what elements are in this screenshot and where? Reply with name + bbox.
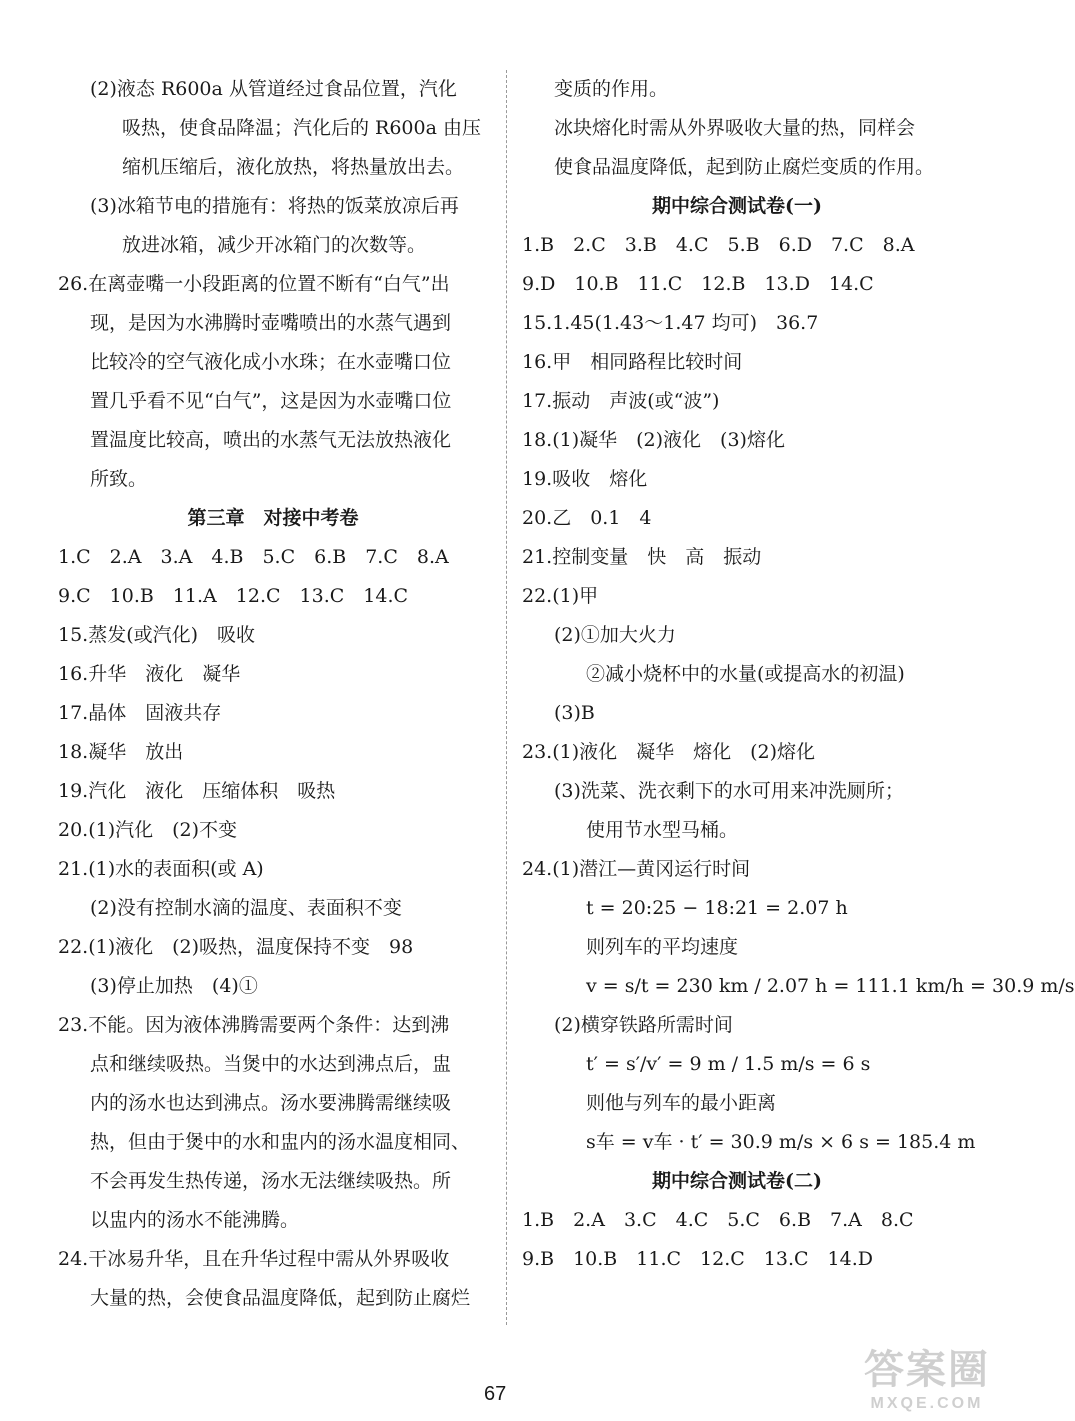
text-line: 现，是因为水沸腾时壶嘴喷出的水蒸气遇到 xyxy=(90,312,452,334)
text-line: v = s/t = 230 km / 2.07 h = 111.1 km/h = 30.9 m/s xyxy=(586,975,1075,997)
text-line: (2)液态 R600a 从管道经过食品位置，汽化 xyxy=(90,78,457,100)
text-line: 22.(1)甲 xyxy=(522,585,599,607)
text-line: 9.B 10.B 11.C 12.C 13.C 14.D xyxy=(522,1248,873,1270)
text-line: 23.不能。因为液体沸腾需要两个条件：达到沸 xyxy=(58,1014,450,1036)
text-line: 所致。 xyxy=(90,468,148,490)
text-line: 24.干冰易升华，且在升华过程中需从外界吸收 xyxy=(58,1248,450,1270)
text-line: 大量的热，会使食品温度降低，起到防止腐烂 xyxy=(90,1287,471,1309)
text-line: 则列车的平均速度 xyxy=(586,936,739,958)
text-line: 18.(1)凝华 (2)液化 (3)熔化 xyxy=(522,429,785,451)
text-line: 使食品温度降低，起到防止腐烂变质的作用。 xyxy=(554,156,935,178)
text-line: ②减小烧杯中的水量(或提高水的初温) xyxy=(586,663,905,685)
text-line: (3)冰箱节电的措施有：将热的饭菜放凉后再 xyxy=(90,195,459,217)
section-heading: 期中综合测试卷(二) xyxy=(652,1170,822,1192)
text-line: (2)①加大火力 xyxy=(554,624,676,646)
text-line: 16.升华 液化 凝华 xyxy=(58,663,241,685)
right-column xyxy=(522,70,1075,1279)
text-line: 吸热，使食品降温；汽化后的 R600a 由压 xyxy=(122,117,481,139)
text-line: 24.(1)潜江—黄冈运行时间 xyxy=(522,858,751,880)
text-line: 16.甲 相同路程比较时间 xyxy=(522,351,743,373)
text-line: 22.(1)液化 (2)吸热，温度保持不变 98 xyxy=(58,936,414,958)
text-line: 1.B 2.A 3.C 4.C 5.C 6.B 7.A 8.C xyxy=(522,1209,914,1231)
text-line: 不会再发生热传递，汤水无法继续吸热。所 xyxy=(90,1170,452,1192)
text-line: 21.(1)水的表面积(或 A) xyxy=(58,858,264,880)
text-line: (2)没有控制水滴的温度、表面积不变 xyxy=(90,897,402,919)
text-line: 使用节水型马桶。 xyxy=(586,819,739,841)
text-line: 冰块熔化时需从外界吸收大量的热，同样会 xyxy=(554,117,916,139)
text-line: 19.吸收 熔化 xyxy=(522,468,648,490)
text-line: 放进冰箱，减少开冰箱门的次数等。 xyxy=(122,234,427,256)
text-line: 缩机压缩后，液化放热，将热量放出去。 xyxy=(122,156,465,178)
text-line: 热，但由于煲中的水和盅内的汤水温度相同、 xyxy=(90,1131,471,1153)
text-line: 变质的作用。 xyxy=(554,78,669,100)
left-column xyxy=(58,70,488,1318)
text-line: 以盅内的汤水不能沸腾。 xyxy=(90,1209,300,1231)
watermark-main: 答案圈 xyxy=(864,1348,990,1392)
text-line: 19.汽化 液化 压缩体积 吸热 xyxy=(58,780,336,802)
text-line: t = 20:25 − 18:21 = 2.07 h xyxy=(586,897,848,919)
text-line: 17.振动 声波(或“波”) xyxy=(522,390,720,412)
section-heading: 期中综合测试卷(一) xyxy=(652,195,822,217)
text-line: 内的汤水也达到沸点。汤水要沸腾需继续吸 xyxy=(90,1092,452,1114)
page-number: 67 xyxy=(484,1383,507,1405)
text-line: 置几乎看不见“白气”，这是因为水壶嘴口位 xyxy=(90,390,452,412)
text-line: (3)洗菜、洗衣剩下的水可用来冲洗厕所； xyxy=(554,780,904,802)
text-line: 9.D 10.B 11.C 12.B 13.D 14.C xyxy=(522,273,874,295)
watermark-sub: MXQE.COM xyxy=(870,1395,984,1412)
text-line: (2)横穿铁路所需时间 xyxy=(554,1014,733,1036)
text-line: (3)停止加热 (4)① xyxy=(90,975,258,997)
text-line: 26.在离壶嘴一小段距离的位置不断有“白气”出 xyxy=(58,273,450,295)
text-line: (3)B xyxy=(554,702,595,724)
text-line: 21.控制变量 快 高 振动 xyxy=(522,546,762,568)
text-line: 15.蒸发(或汽化) 吸收 xyxy=(58,624,256,646)
text-line: s车 = v车 · t′ = 30.9 m/s × 6 s = 185.4 m xyxy=(586,1131,976,1153)
text-line: 9.C 10.B 11.A 12.C 13.C 14.C xyxy=(58,585,409,607)
section-heading: 第三章 对接中考卷 xyxy=(187,507,359,529)
text-line: 18.凝华 放出 xyxy=(58,741,184,763)
text-line: t′ = s′/v′ = 9 m / 1.5 m/s = 6 s xyxy=(586,1053,871,1075)
watermark-logo xyxy=(864,1338,990,1413)
text-line: 20.(1)汽化 (2)不变 xyxy=(58,819,238,841)
text-line: 1.B 2.C 3.B 4.C 5.B 6.D 7.C 8.A xyxy=(522,234,915,256)
text-line: 15.1.45(1.43～1.47 均可) 36.7 xyxy=(522,312,819,334)
text-line: 点和继续吸热。当煲中的水达到沸点后，盅 xyxy=(90,1053,452,1075)
text-line: 1.C 2.A 3.A 4.B 5.C 6.B 7.C 8.A xyxy=(58,546,449,568)
text-line: 23.(1)液化 凝华 熔化 (2)熔化 xyxy=(522,741,816,763)
text-line: 比较冷的空气液化成小水珠；在水壶嘴口位 xyxy=(90,351,452,373)
column-divider xyxy=(506,70,508,1325)
text-line: 17.晶体 固液共存 xyxy=(58,702,222,724)
text-line: 20.乙 0.1 4 xyxy=(522,507,652,529)
text-line: 置温度比较高，喷出的水蒸气无法放热液化 xyxy=(90,429,452,451)
text-line: 则他与列车的最小距离 xyxy=(586,1092,777,1114)
